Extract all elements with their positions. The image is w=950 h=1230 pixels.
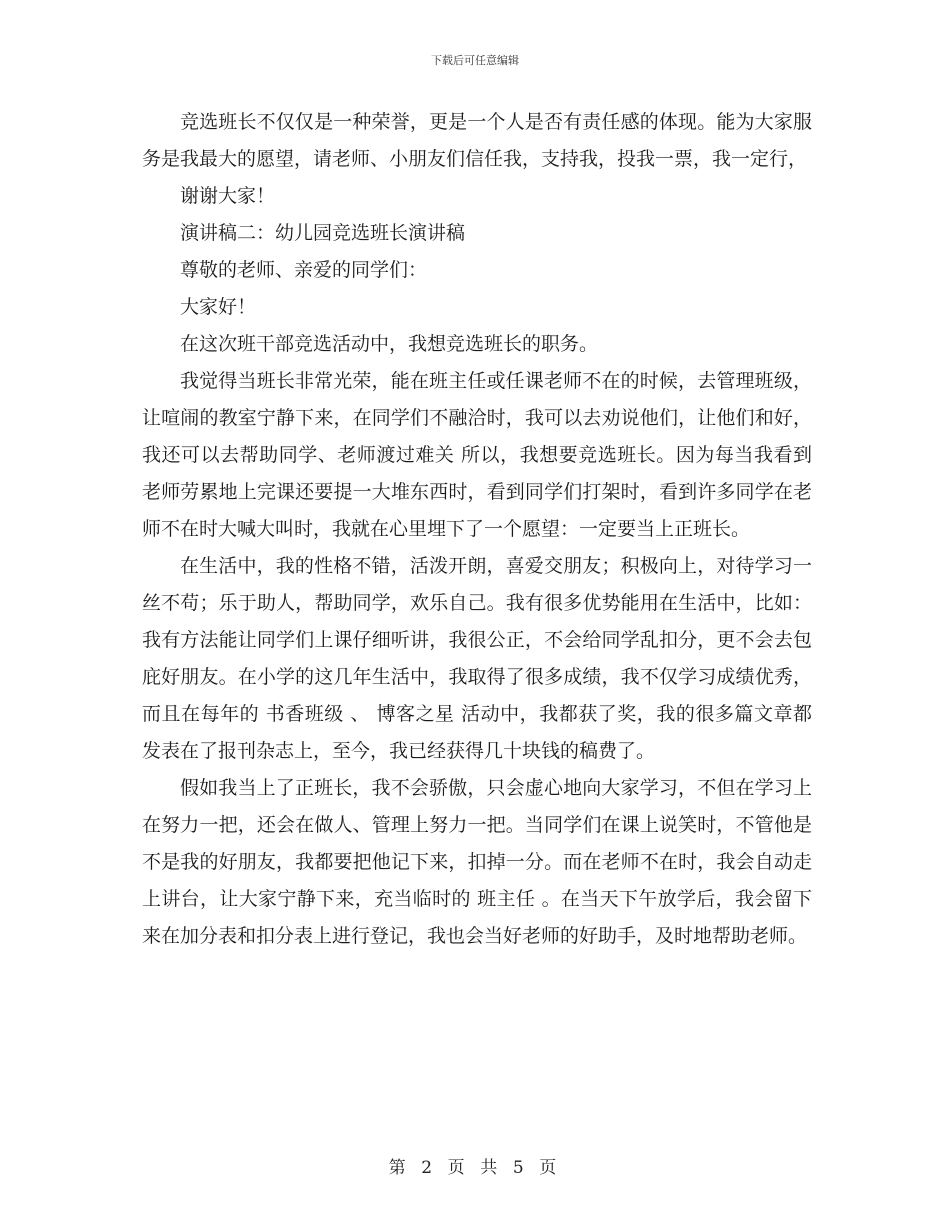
document-body xyxy=(142,104,812,955)
paragraph: 竞选班长不仅仅是一种荣誉，更是一个人是否有责任感的体现。能为大家服务是我最大的愿望，请老师、小朋友们信任我，支持我，投我一票，我一定行， xyxy=(142,111,812,170)
paragraph: 演讲稿二：幼儿园竞选班长演讲稿 xyxy=(180,222,466,244)
paragraph: 尊敬的老师、亲爱的同学们： xyxy=(180,259,428,281)
paragraph: 在这次班干部竞选活动中，我想竞选班长的职务。 xyxy=(180,333,599,355)
page-footer: 第 2 页 共 5 页 xyxy=(388,1158,562,1178)
paragraph: 大家好！ xyxy=(180,296,257,318)
paragraph: 在生活中，我的性格不错，活泼开朗，喜爱交朋友；积极向上，对待学习一丝不苟；乐于助人，帮助同学，欢乐自己。我有很多优势能用在生活中，比如：我有方法能让同学们上课仔细听讲，我很公正，不会给同学乱扣分，更不会去包庇好朋友。在小学的这几年生活中，我取得了很多成绩，我不仅学习成绩优秀，而且在每年的 书香班级 、 博客之星 活动中，我都获了奖，我的很多篇文章都发表在了报刊杂志上，至今，我已经获得几十块钱的稿费了。 xyxy=(142,555,812,762)
paragraph: 我觉得当班长非常光荣，能在班主任或任课老师不在的时候，去管理班级，让喧闹的教室宁静下来，在同学们不融洽时，我可以去劝说他们，让他们和好，我还可以去帮助同学、老师渡过难关 所以，我想要竞选班长。因为每当我看到老师劳累地上完课还要提一大堆东西时，看到同学们打架时，看到许多同学在老师不在时大喊大叫时，我就在心里埋下了一个愿望：一定要当上正班长。 xyxy=(142,370,812,540)
paragraph: 谢谢大家！ xyxy=(180,185,276,207)
page-header: 下载后可任意编辑 xyxy=(431,54,519,67)
paragraph: 假如我当上了正班长，我不会骄傲，只会虚心地向大家学习，不但在学习上在努力一把，还会在做人、管理上努力一把。当同学们在课上说笑时，不管他是不是我的好朋友，我都要把他记下来，扣掉一分。而在老师不在时，我会自动走上讲台，让大家宁静下来，充当临时的 班主任 。在当天下午放学后，我会留下来在加分表和扣分表上进行登记，我也会当好老师的好助手，及时地帮助老师。 xyxy=(142,777,812,947)
